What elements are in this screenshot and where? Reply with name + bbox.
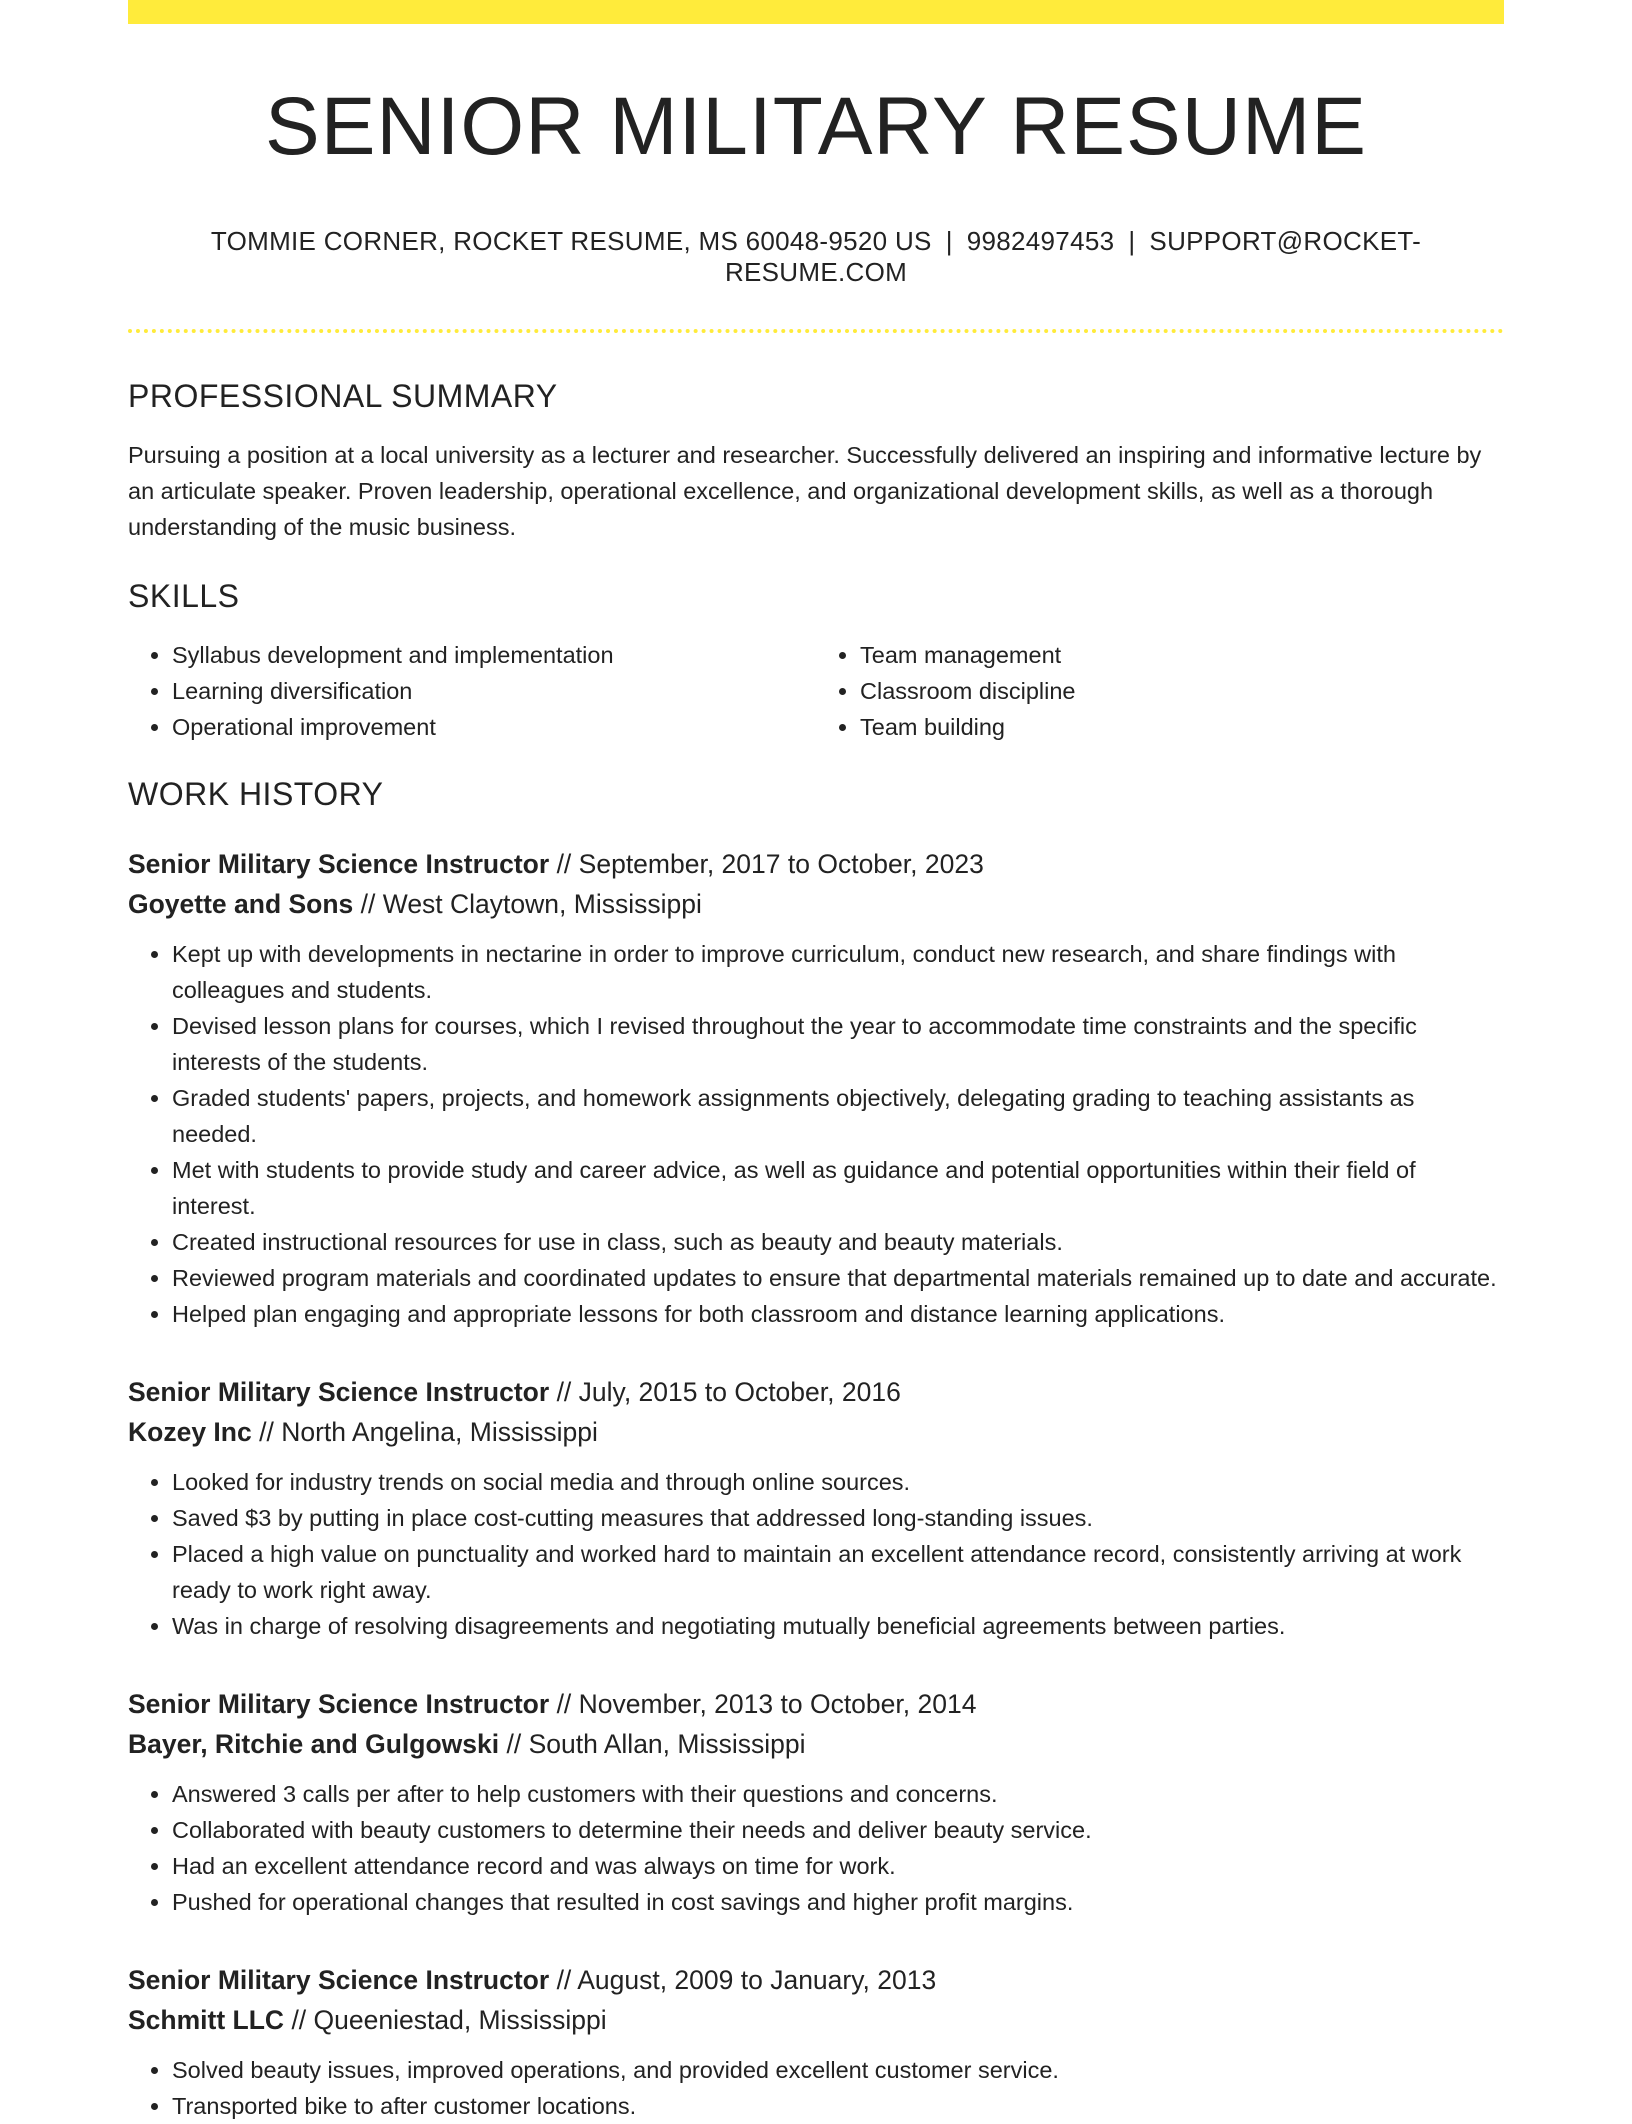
skills-grid bbox=[128, 637, 1504, 745]
job-bullet: • Kept up with developments in nectarine in order to improve curriculum, conduct new research, and share findings with colleagues and students. bbox=[172, 936, 1504, 1008]
skills-list-right bbox=[816, 637, 1504, 745]
job-bullets bbox=[128, 2052, 1504, 2124]
resume-title: SENIOR MILITARY RESUME bbox=[265, 81, 1367, 172]
job-title-line bbox=[128, 1684, 1504, 1724]
contact-separator: | bbox=[945, 226, 953, 257]
job-bullet: • Looked for industry trends on social media and through online sources. bbox=[172, 1464, 1504, 1500]
job-title: Senior Military Science Instructor bbox=[128, 1688, 550, 1719]
job-divider: // bbox=[291, 2004, 307, 2035]
job-bullet: • Devised lesson plans for courses, which I revised throughout the year to accommodate time constraints and the specific interests of the students. bbox=[172, 1008, 1504, 1080]
job-bullet: • Graded students' papers, projects, and homework assignments objectively, delegating grading to teaching assistants as needed. bbox=[172, 1080, 1504, 1152]
skill-item: • Classroom discipline bbox=[860, 673, 1504, 709]
job-bullets bbox=[128, 936, 1504, 1332]
job-bullet: • Saved $3 by putting in place cost-cutting measures that addressed long-standing issues. bbox=[172, 1500, 1504, 1536]
work-history-heading: WORK HISTORY bbox=[128, 776, 384, 813]
job-divider: // bbox=[556, 1688, 572, 1719]
job-entry bbox=[128, 844, 1504, 1332]
job-company: Goyette and Sons bbox=[128, 888, 354, 919]
job-bullets bbox=[128, 1776, 1504, 1920]
contact-address: TOMMIE CORNER, ROCKET RESUME, MS 60048-9520 US bbox=[210, 226, 932, 257]
job-bullet: • Reviewed program materials and coordinated updates to ensure that departmental materials remained up to date and accurate. bbox=[172, 1260, 1504, 1296]
job-company-line bbox=[128, 884, 1504, 924]
skills-list-left bbox=[128, 637, 816, 745]
job-title: Senior Military Science Instructor bbox=[128, 848, 550, 879]
job-title: Senior Military Science Instructor bbox=[128, 1964, 550, 1995]
job-bullet: • Answered 3 calls per after to help customers with their questions and concerns. bbox=[172, 1776, 1504, 1812]
job-title-line bbox=[128, 844, 1504, 884]
job-bullets bbox=[128, 1464, 1504, 1644]
job-title-line bbox=[128, 1960, 1504, 2000]
job-title-line bbox=[128, 1372, 1504, 1412]
job-location: Queeniestad, Mississippi bbox=[313, 2004, 607, 2035]
job-bullet: • Solved beauty issues, improved operations, and provided excellent customer service. bbox=[172, 2052, 1504, 2088]
contact-phone: 9982497453 bbox=[966, 226, 1115, 257]
job-bullet: • Pushed for operational changes that resulted in cost savings and higher profit margins. bbox=[172, 1884, 1504, 1920]
resume-content bbox=[128, 24, 1504, 2124]
job-dates: August, 2009 to January, 2013 bbox=[577, 1964, 937, 1995]
job-bullet: • Had an excellent attendance record and was always on time for work. bbox=[172, 1848, 1504, 1884]
job-company-line bbox=[128, 1724, 1504, 1764]
job-bullet: • Met with students to provide study and career advice, as well as guidance and potential opportunities within their field of interest. bbox=[172, 1152, 1504, 1224]
job-company-line bbox=[128, 1412, 1504, 1452]
job-bullet: • Transported bike to after customer locations. bbox=[172, 2088, 1504, 2124]
job-bullet: • Created instructional resources for use in class, such as beauty and beauty materials. bbox=[172, 1224, 1504, 1260]
skills-heading: SKILLS bbox=[128, 577, 240, 614]
job-divider: // bbox=[556, 1964, 572, 1995]
contact-separator: | bbox=[1128, 226, 1136, 257]
skill-item: • Syllabus development and implementation bbox=[172, 637, 816, 673]
job-company-line bbox=[128, 2000, 1504, 2040]
job-location: South Allan, Mississippi bbox=[528, 1728, 806, 1759]
skill-item: • Team building bbox=[860, 709, 1504, 745]
job-divider: // bbox=[360, 888, 376, 919]
skill-item: • Learning diversification bbox=[172, 673, 816, 709]
job-dates: November, 2013 to October, 2014 bbox=[578, 1688, 977, 1719]
summary-heading: PROFESSIONAL SUMMARY bbox=[128, 377, 558, 414]
job-dates: September, 2017 to October, 2023 bbox=[578, 848, 984, 879]
job-entry bbox=[128, 1684, 1504, 1920]
job-company: Schmitt LLC bbox=[128, 2004, 285, 2035]
job-company: Kozey Inc bbox=[128, 1416, 252, 1447]
job-divider: // bbox=[556, 848, 572, 879]
dotted-divider bbox=[128, 329, 1504, 333]
job-bullet: • Was in charge of resolving disagreements and negotiating mutually beneficial agreements between parties. bbox=[172, 1608, 1504, 1644]
job-entry bbox=[128, 1960, 1504, 2124]
accent-top-bar bbox=[128, 0, 1504, 24]
contact-line bbox=[128, 226, 1504, 288]
job-title: Senior Military Science Instructor bbox=[128, 1376, 550, 1407]
job-location: North Angelina, Mississippi bbox=[281, 1416, 598, 1447]
job-location: West Claytown, Mississippi bbox=[382, 888, 702, 919]
job-bullet: • Placed a high value on punctuality and worked hard to maintain an excellent attendance record, consistently arriving at work ready to work right away. bbox=[172, 1536, 1504, 1608]
job-divider: // bbox=[506, 1728, 522, 1759]
skill-item: • Operational improvement bbox=[172, 709, 816, 745]
job-divider: // bbox=[259, 1416, 274, 1447]
summary-text: Pursuing a position at a local university as a lecturer and researcher. Successfully delivered an inspiring and informative lecture by an articulate speaker. Proven leadership, operational excellence, and organizational development skills, as well as a thorough understanding of the music business. bbox=[128, 441, 1482, 540]
job-divider: // bbox=[556, 1376, 572, 1407]
job-dates: July, 2015 to October, 2016 bbox=[578, 1376, 901, 1407]
job-bullet: • Helped plan engaging and appropriate lessons for both classroom and distance learning applications. bbox=[172, 1296, 1504, 1332]
skill-item: • Team management bbox=[860, 637, 1504, 673]
job-entry bbox=[128, 1372, 1504, 1644]
contact-email: SUPPORT@ROCKET-RESUME.COM bbox=[724, 226, 1422, 288]
job-company: Bayer, Ritchie and Gulgowski bbox=[128, 1728, 500, 1759]
job-bullet: • Collaborated with beauty customers to determine their needs and deliver beauty service. bbox=[172, 1812, 1504, 1848]
